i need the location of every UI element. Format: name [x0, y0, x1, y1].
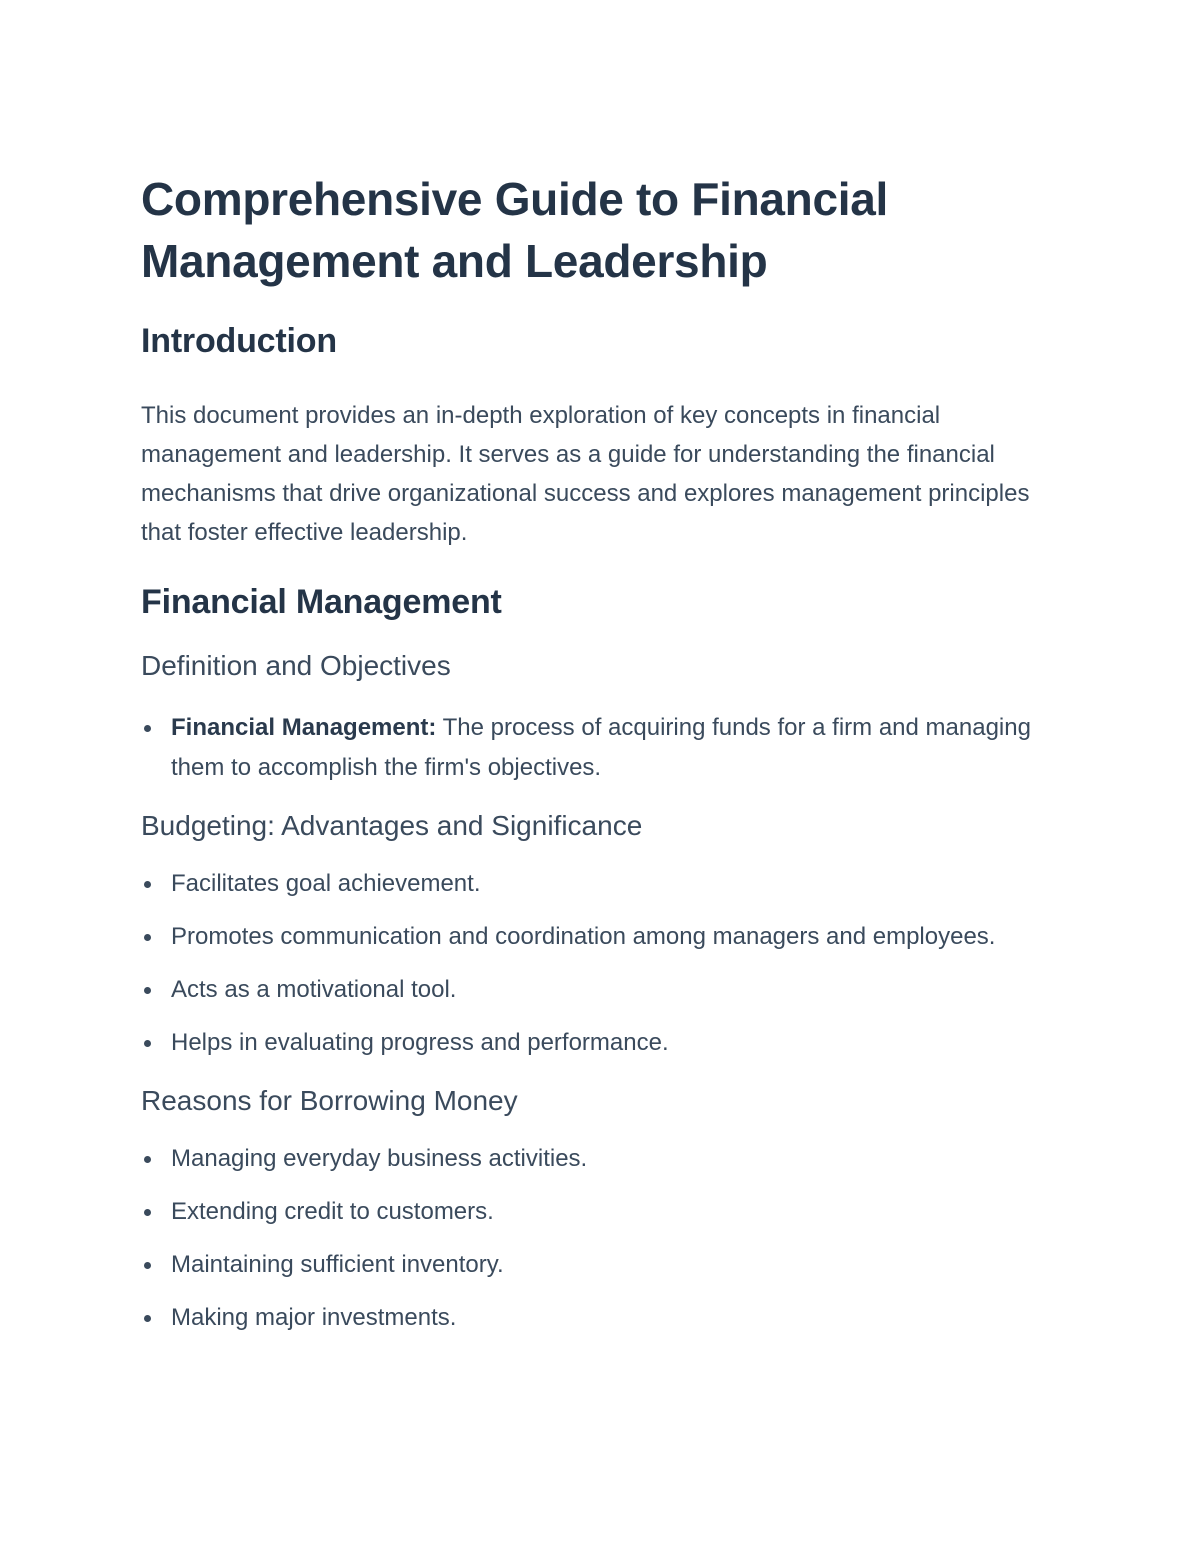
borrowing-heading: Reasons for Borrowing Money — [141, 1085, 518, 1116]
list-item — [141, 970, 1061, 1010]
list-item — [141, 864, 1061, 904]
list-item-text: Extending credit to customers. — [171, 1198, 494, 1225]
bullet-icon — [144, 1156, 151, 1163]
list-item-text: Promotes communication and coordination among managers and employees. — [171, 923, 996, 950]
introduction-paragraph: This document provides an in-depth exploration of key concepts in financial management and leadership. It serves as a guide for understanding the financial mechanisms that drive organizational success and explores management principles that foster effective leadership. — [141, 402, 1030, 546]
list-item-text: Managing everyday business activities. — [171, 1145, 588, 1172]
list-item-text: Facilitates goal achievement. — [171, 870, 481, 897]
bullet-icon — [144, 1040, 151, 1047]
list-item — [141, 917, 1061, 957]
budgeting-heading: Budgeting: Advantages and Significance — [141, 810, 643, 841]
list-item — [141, 708, 1061, 788]
bullet-icon — [144, 881, 151, 888]
list-item-text: Acts as a motivational tool. — [171, 976, 457, 1003]
financial-management-heading: Financial Management — [141, 583, 502, 621]
list-item — [141, 1023, 1061, 1063]
bullet-icon — [144, 1262, 151, 1269]
list-item — [141, 1298, 1061, 1338]
definition-heading: Definition and Objectives — [141, 650, 451, 681]
introduction-heading: Introduction — [141, 322, 337, 360]
bullet-icon — [144, 1209, 151, 1216]
bullet-icon — [144, 1315, 151, 1322]
document-title: Comprehensive Guide to Financial Management and Leadership — [141, 173, 888, 287]
definition-list — [141, 708, 1061, 788]
list-item — [141, 1245, 1061, 1285]
bullet-icon — [144, 725, 151, 732]
borrowing-list — [141, 1139, 1061, 1338]
budgeting-list — [141, 864, 1061, 1063]
bullet-icon — [144, 934, 151, 941]
list-item — [141, 1139, 1061, 1179]
list-item — [141, 1192, 1061, 1232]
definition-term: Financial Management: — [171, 714, 437, 741]
bullet-icon — [144, 987, 151, 994]
list-item-text: Making major investments. — [171, 1304, 457, 1331]
list-item-text: Helps in evaluating progress and performance. — [171, 1029, 669, 1056]
document-page — [141, 168, 1061, 1338]
list-item-text: Maintaining sufficient inventory. — [171, 1251, 504, 1278]
definition-text: The process of acquiring funds for a firm and managing them to accomplish the firm's objectives. — [171, 714, 1031, 781]
